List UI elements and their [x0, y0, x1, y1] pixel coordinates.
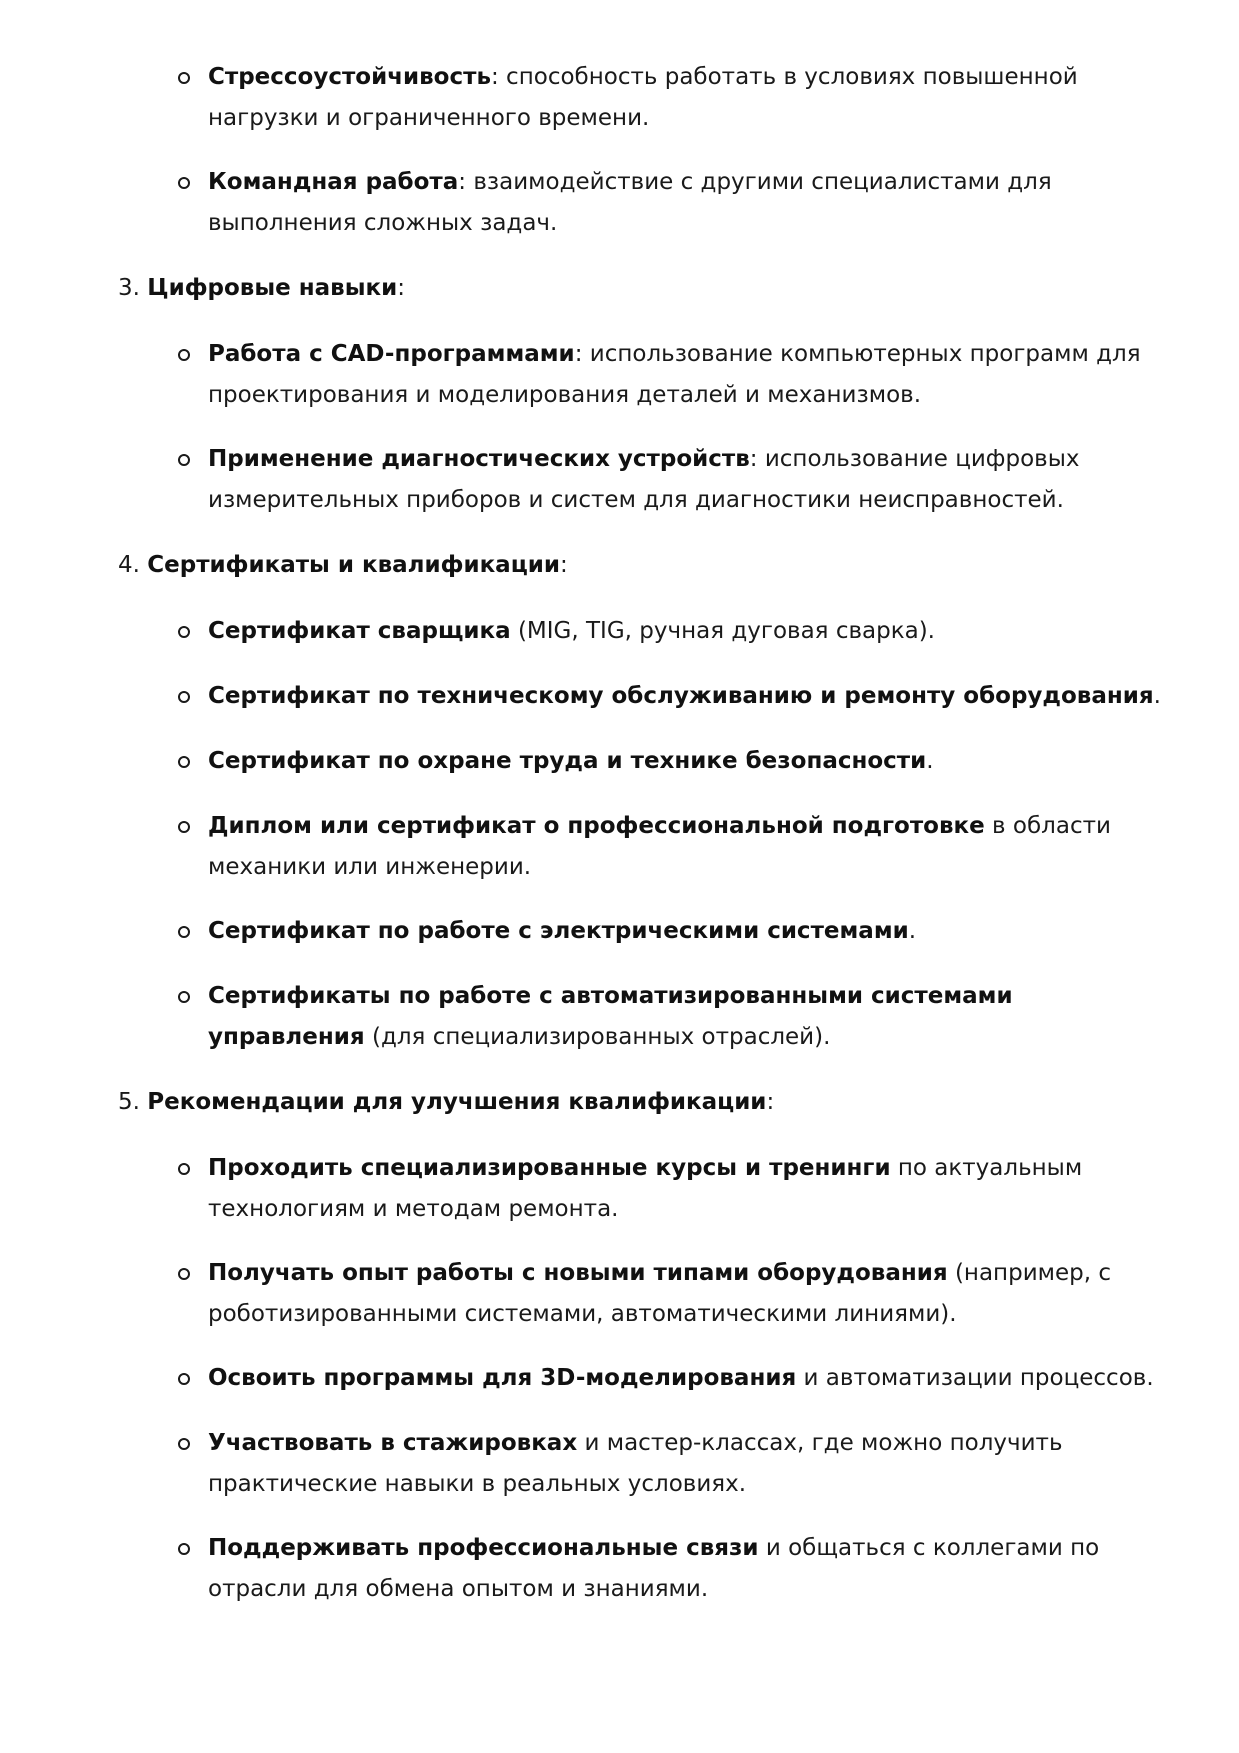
item-description: (для специализированных отраслей). [364, 1024, 831, 1050]
hollow-bullet-icon [178, 991, 190, 1003]
section-heading-5 [118, 1082, 774, 1123]
item-term: Проходить специализированные курсы и тренинги [208, 1155, 891, 1181]
hollow-bullet-icon [178, 349, 190, 361]
hollow-bullet-icon [178, 177, 190, 189]
hollow-bullet-icon [178, 821, 190, 833]
item-description: : использование цифровых измерительных приборов и систем для диагностики неисправностей. [208, 446, 1080, 513]
list-item [208, 1528, 1168, 1610]
list-item [208, 334, 1168, 416]
item-term: Сертификат по техническому обслуживанию и ремонту оборудования [208, 683, 1154, 709]
hollow-bullet-icon [178, 454, 190, 466]
hollow-bullet-icon [178, 1373, 190, 1385]
list-item [208, 741, 1168, 782]
item-description: (MIG, TIG, ручная дуговая сварка). [510, 618, 935, 644]
item-description: : использование компьютерных программ для проектирования и моделирования деталей и механизмов. [208, 341, 1141, 408]
item-description: . [926, 748, 934, 774]
section-heading-3 [118, 268, 405, 309]
hollow-bullet-icon [178, 756, 190, 768]
hollow-bullet-icon [178, 926, 190, 938]
item-description: . [908, 918, 917, 944]
hollow-bullet-icon [178, 1163, 190, 1175]
list-item [208, 439, 1168, 521]
section-heading-4 [118, 545, 568, 586]
item-description: по актуальным технологиям и методам ремонта. [208, 1155, 1083, 1222]
item-term: Сертификат сварщика [208, 618, 511, 644]
list-item [208, 1423, 1168, 1505]
item-term: Работа с CAD-программами [208, 341, 575, 367]
item-term: Сертификат по работе с электрическими системами [208, 918, 909, 944]
section-number: 3. [118, 275, 140, 301]
section-number: 5. [118, 1089, 140, 1115]
section-suffix: : [397, 275, 406, 301]
section-title: Рекомендации для улучшения квалификации [147, 1089, 767, 1115]
item-term: Освоить программы для 3D-моделирования [208, 1365, 797, 1391]
list-item [208, 57, 1168, 139]
item-term: Поддерживать профессиональные связи [208, 1535, 759, 1561]
list-item [208, 806, 1168, 888]
section-number: 4. [118, 552, 140, 578]
item-description: : взаимодействие с другими специалистами для выполнения сложных задач. [208, 169, 1052, 236]
hollow-bullet-icon [178, 1438, 190, 1450]
section-title: Сертификаты и квалификации [147, 552, 560, 578]
hollow-bullet-icon [178, 72, 190, 84]
list-item [208, 162, 1168, 244]
item-description: . [1153, 683, 1161, 709]
item-term: Сертификат по охране труда и технике безопасности [208, 748, 927, 774]
hollow-bullet-icon [178, 1268, 190, 1280]
item-term: Получать опыт работы с новыми типами оборудования [208, 1260, 948, 1286]
item-term: Участвовать в стажировках [208, 1430, 578, 1456]
item-term: Диплом или сертификат о профессиональной подготовке [208, 813, 985, 839]
item-term: Сертификаты по работе с автоматизированными системами управления [208, 983, 1013, 1050]
list-item [208, 911, 1168, 952]
item-term: Командная работа [208, 169, 459, 195]
section-suffix: : [559, 552, 568, 578]
item-description: : способность работать в условиях повышенной нагрузки и ограниченного времени. [208, 64, 1078, 131]
hollow-bullet-icon [178, 691, 190, 703]
hollow-bullet-icon [178, 626, 190, 638]
list-item [208, 1358, 1168, 1399]
section-suffix: : [766, 1089, 775, 1115]
item-description: в области механики или инженерии. [208, 813, 1111, 880]
list-item [208, 976, 1168, 1058]
item-term: Применение диагностических устройств [208, 446, 750, 472]
item-term: Стрессоустойчивость [208, 64, 491, 90]
list-item [208, 1253, 1168, 1335]
item-description: (например, с роботизированными системами, автоматическими линиями). [208, 1260, 1112, 1327]
hollow-bullet-icon [178, 1543, 190, 1555]
item-description: и автоматизации процессов. [796, 1365, 1154, 1391]
item-description: и мастер-классах, где можно получить практические навыки в реальных условиях. [208, 1430, 1063, 1497]
section-title: Цифровые навыки [147, 275, 398, 301]
list-item [208, 611, 1168, 652]
item-description: и общаться с коллегами по отрасли для обмена опытом и знаниями. [208, 1535, 1100, 1602]
list-item [208, 1148, 1168, 1230]
list-item [208, 676, 1168, 717]
